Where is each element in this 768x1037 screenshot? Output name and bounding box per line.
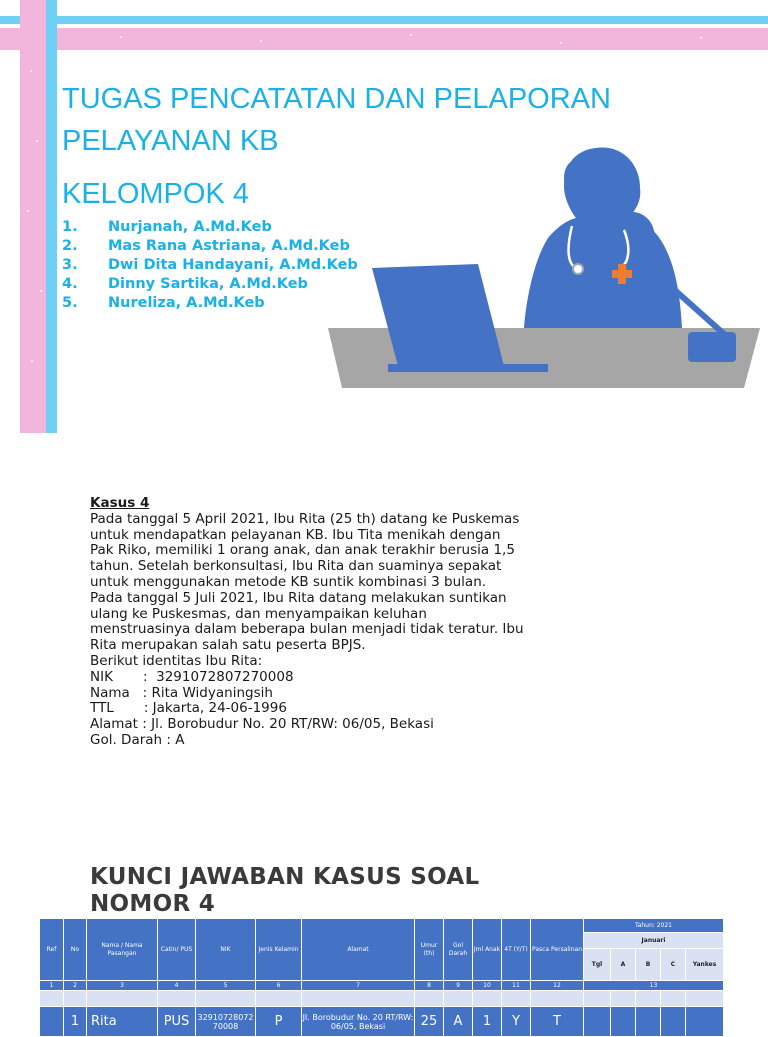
header-blood: Gol Darah — [444, 919, 473, 981]
column-index: 3 — [87, 981, 158, 991]
case-line: Pada tanggal 5 Juli 2021, Ibu Rita datang melakukan suntikan — [90, 589, 507, 606]
member-item: 5. Nureliza, A.Md.Keb — [62, 295, 265, 311]
doctor-at-desk-illustration — [328, 140, 768, 390]
header-age: Umur (th) — [415, 919, 444, 981]
identity-row: Gol. Darah : A — [90, 731, 185, 748]
doctor-silhouette — [524, 147, 682, 328]
header-a: A — [611, 949, 636, 981]
cell-postpartum: T — [531, 1007, 584, 1037]
header-ref: Ref — [40, 919, 64, 981]
case-line: untuk mendapatkan pelayanan KB. Ibu Tita menikah dengan — [90, 526, 501, 543]
column-index: 6 — [256, 981, 302, 991]
column-index: 13 — [584, 981, 724, 991]
header-children: Jml Anak — [473, 919, 502, 981]
cell-sex: P — [256, 1007, 302, 1037]
header-year: Tahun: 2021 — [584, 919, 724, 933]
answer-table — [39, 918, 724, 1037]
member-item: 1. Nurjanah, A.Md.Keb — [62, 219, 272, 235]
cell-no: 1 — [64, 1007, 87, 1037]
header-postpartum: Pasca Persalinan — [531, 919, 584, 981]
column-index: 2 — [64, 981, 87, 991]
column-index: 7 — [302, 981, 415, 991]
title-line-2: PELAYANAN KB — [62, 125, 279, 157]
header-c: C — [661, 949, 686, 981]
cell-children: 1 — [473, 1007, 502, 1037]
member-item: 3. Dwi Dita Handayani, A.Md.Keb — [62, 257, 358, 273]
case-description — [90, 496, 570, 749]
case-line: Berikut identitas Ibu Rita: — [90, 652, 263, 669]
header-no: No — [64, 919, 87, 981]
left-pink-stripe — [20, 0, 46, 433]
case-line: Pada tanggal 5 April 2021, Ibu Rita (25 th) datang ke Puskemas — [90, 510, 520, 527]
answer-key-title: KUNCI JAWABAN KASUS SOAL NOMOR 4 — [90, 864, 480, 917]
column-index: 8 — [415, 981, 444, 991]
cell-status: PUS — [158, 1007, 196, 1037]
column-index: 5 — [196, 981, 256, 991]
cell-address: Jl. Borobudur No. 20 RT/RW: 06/05, Bekasi — [302, 1007, 415, 1037]
column-index: 4 — [158, 981, 196, 991]
column-index: 10 — [473, 981, 502, 991]
header-month: Januari — [584, 933, 724, 949]
cell-age: 25 — [415, 1007, 444, 1037]
header-name: Nama / Nama Pasangan — [87, 919, 158, 981]
column-index: 11 — [502, 981, 531, 991]
case-line: untuk menggunakan metode KB suntik kombinasi 3 bulan. — [90, 573, 487, 590]
header-address: Alamat — [302, 919, 415, 981]
header-sex: Jenis Kelamin — [256, 919, 302, 981]
header-yankes: Yankes — [686, 949, 724, 981]
case-line: Pak Riko, memiliki 1 orang anak, dan anak terakhir berusia 1,5 — [90, 542, 515, 559]
column-index: 1 — [40, 981, 64, 991]
identity-row: Nama : Rita Widyaningsih — [90, 684, 273, 701]
table-row — [40, 1007, 724, 1037]
cell-nik: 32910728072 70008 — [196, 1007, 256, 1037]
identity-row: Alamat : Jl. Borobudur No. 20 RT/RW: 06/05, Bekasi — [90, 716, 434, 733]
answer-table-container — [39, 918, 723, 1031]
top-blue-stripe — [0, 16, 768, 24]
header-4t: 4T (Y/T) — [502, 919, 531, 981]
column-index: 9 — [444, 981, 473, 991]
cell-blood: A — [444, 1007, 473, 1037]
top-pink-stripe — [0, 28, 768, 50]
header-b: B — [636, 949, 661, 981]
case-line: Rita merupakan salah satu peserta BPJS. — [90, 637, 366, 654]
member-item: 4. Dinny Sartika, A.Md.Keb — [62, 276, 308, 292]
member-list — [62, 218, 358, 313]
cell-4t: Y — [502, 1007, 531, 1037]
identity-row: TTL : Jakarta, 24-06-1996 — [90, 700, 287, 717]
title-slide — [0, 0, 768, 433]
header-tgl: Tgl — [584, 949, 611, 981]
group-heading: KELOMPOK 4 — [62, 178, 249, 210]
case-heading: Kasus 4 — [90, 495, 150, 511]
title-line-1: TUGAS PENCATATAN DAN PELAPORAN — [62, 83, 611, 115]
case-line: ulang ke Puskesmas, dan menyampaikan keluhan — [90, 605, 427, 622]
header-status: Catin/ PUS — [158, 919, 196, 981]
case-line: menstruasinya dalam beberapa bulan menjadi tidak teratur. Ibu — [90, 621, 524, 638]
cell-name: Rita — [87, 1007, 158, 1037]
member-item: 2. Mas Rana Astriana, A.Md.Keb — [62, 238, 350, 254]
case-line: tahun. Setelah berkonsultasi, Ibu Rita dan suaminya sepakat — [90, 558, 502, 575]
column-index: 12 — [531, 981, 584, 991]
header-nik: NIK — [196, 919, 256, 981]
left-blue-stripe — [46, 0, 57, 433]
identity-row: NIK : 3291072807270008 — [90, 668, 294, 685]
